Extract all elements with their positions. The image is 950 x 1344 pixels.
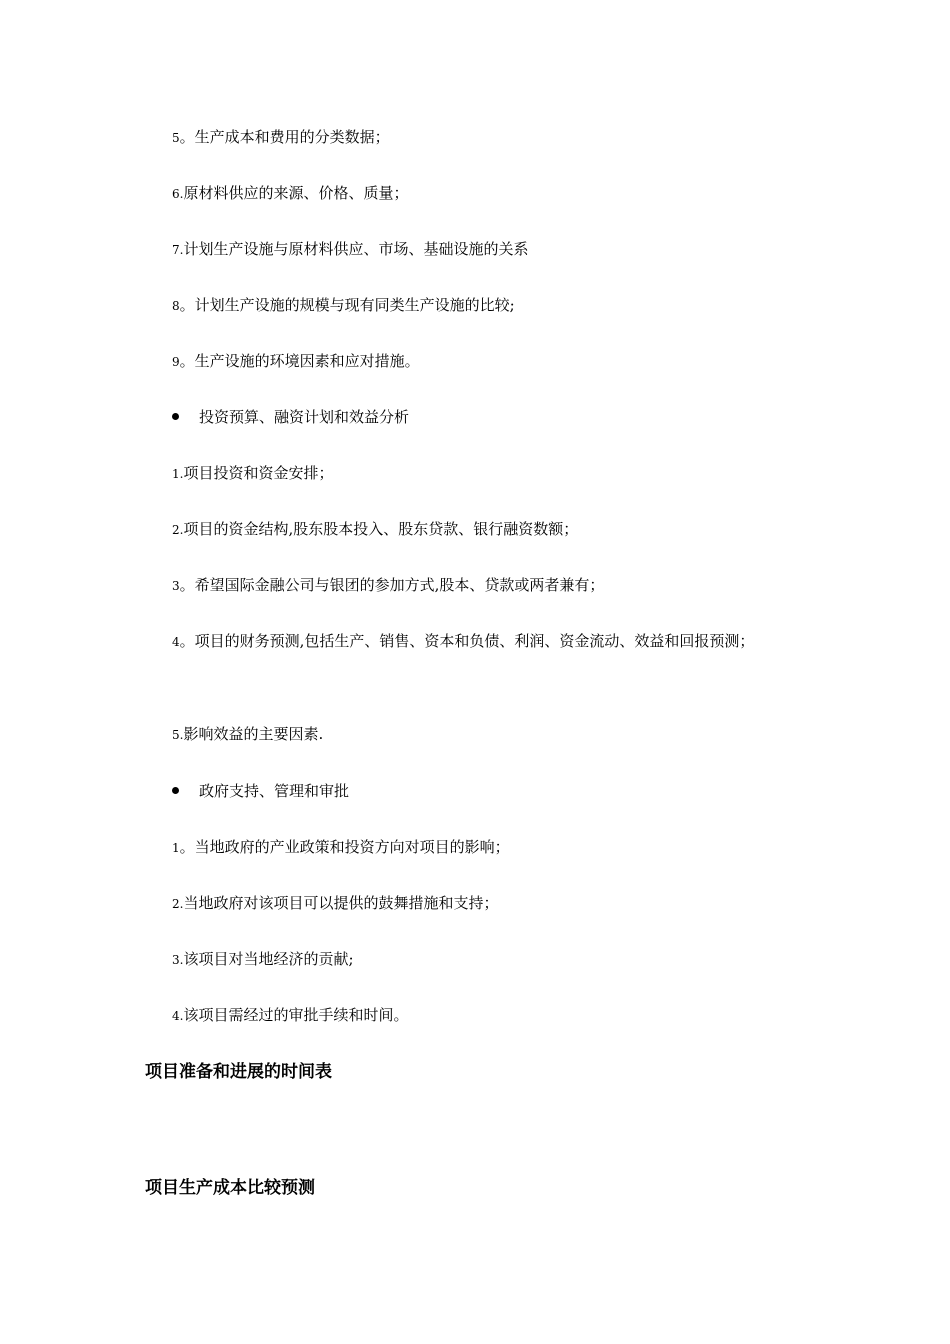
item-number: 9 xyxy=(172,355,180,369)
list-item xyxy=(172,519,578,540)
list-item xyxy=(172,127,390,148)
item-number: 1. xyxy=(172,467,184,481)
item-number: 7. xyxy=(172,243,184,257)
bullet-heading-text: 政府支持、管理和审批 xyxy=(199,782,350,800)
list-item xyxy=(172,183,408,204)
list-item xyxy=(172,724,323,745)
item-number: 5 xyxy=(172,131,180,145)
item-text: 。生产设施的环境因素和应对措施。 xyxy=(179,352,420,370)
item-text: 。当地政府的产业政策和投资方向对项目的影响； xyxy=(179,838,510,856)
bullet-icon xyxy=(172,787,179,794)
item-text: 。希望国际金融公司与银团的参加方式,股本、贷款或两者兼有； xyxy=(179,576,605,594)
list-item xyxy=(172,463,333,484)
item-number: 1 xyxy=(172,841,180,855)
item-text: 该项目需经过的审批手续和时间。 xyxy=(183,1006,409,1024)
bullet-heading-government xyxy=(172,781,349,801)
item-text: 该项目对当地经济的贡献; xyxy=(183,950,354,968)
item-number: 2. xyxy=(172,523,184,537)
list-item xyxy=(172,239,528,260)
item-number: 3. xyxy=(172,953,184,967)
item-text: 影响效益的主要因素. xyxy=(183,725,324,743)
item-text: 项目的资金结构,股东股本投入、股东贷款、银行融资数额； xyxy=(183,520,579,538)
list-item xyxy=(172,295,515,316)
item-number: 2. xyxy=(172,897,184,911)
item-number: 4. xyxy=(172,1009,184,1023)
list-item xyxy=(172,837,510,858)
item-text: 当地政府对该项目可以提供的鼓舞措施和支持； xyxy=(183,894,499,912)
item-text: 项目投资和资金安排； xyxy=(183,464,334,482)
list-item xyxy=(172,1005,408,1026)
heading-cost-compare: 项目生产成本比较预测 xyxy=(145,1178,315,1198)
item-text: 原材料供应的来源、价格、质量； xyxy=(183,184,409,202)
item-text: 。项目的财务预测,包括生产、销售、资本和负债、利润、资金流动、效益和回报预测； xyxy=(179,632,755,650)
bullet-heading-text: 投资预算、融资计划和效益分析 xyxy=(199,408,410,426)
item-number: 4 xyxy=(172,635,180,649)
list-item xyxy=(172,351,420,372)
list-item xyxy=(172,575,604,596)
list-item xyxy=(172,631,754,652)
item-number: 8 xyxy=(172,299,180,313)
item-number: 6. xyxy=(172,187,184,201)
item-text: 。计划生产设施的规模与现有同类生产设施的比较; xyxy=(179,296,515,314)
bullet-heading-investment xyxy=(172,407,409,427)
bullet-icon xyxy=(172,413,179,420)
heading-timeline: 项目准备和进展的时间表 xyxy=(145,1062,332,1082)
item-text: 。生产成本和费用的分类数据； xyxy=(179,128,390,146)
list-item xyxy=(172,949,354,970)
item-number: 5. xyxy=(172,728,184,742)
item-number: 3 xyxy=(172,579,180,593)
list-item xyxy=(172,893,498,914)
item-text: 计划生产设施与原材料供应、市场、基础设施的关系 xyxy=(183,240,529,258)
